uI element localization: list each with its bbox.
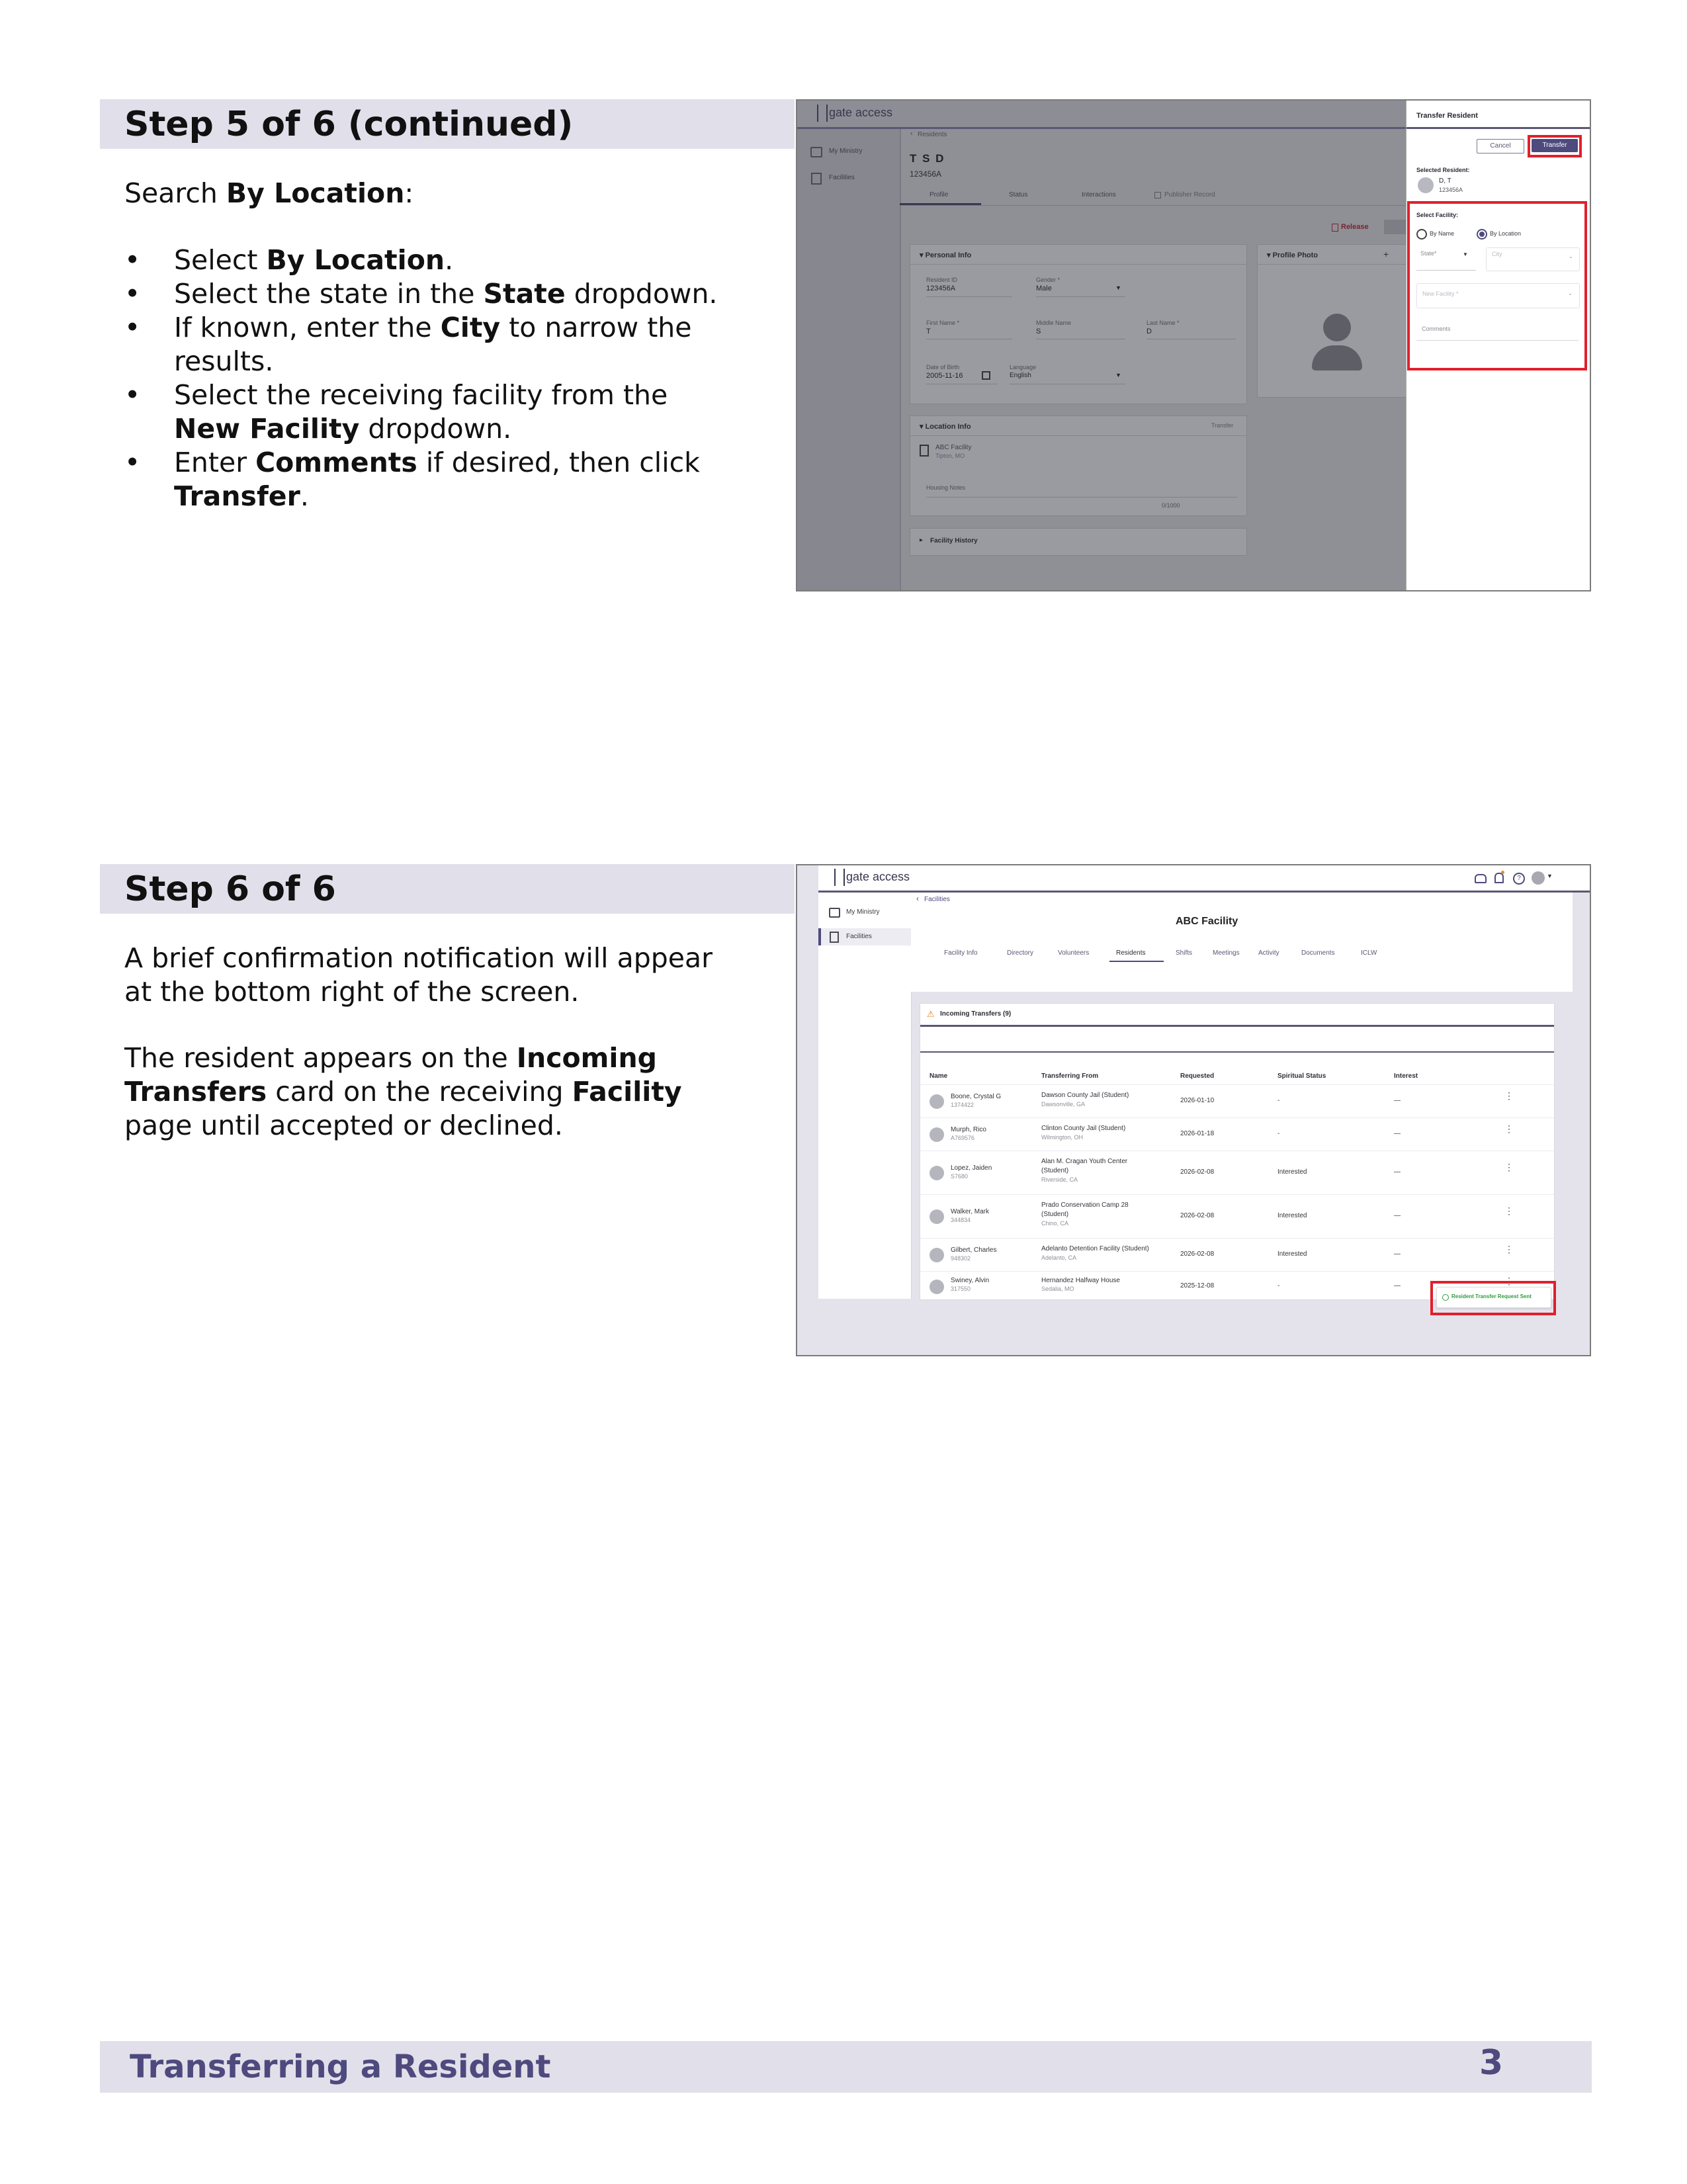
requested-date: 2026-01-18 — [1180, 1130, 1215, 1137]
resident-id: S7680 — [951, 1173, 969, 1180]
tab-status[interactable]: Status — [1009, 191, 1028, 198]
requested-date: 2026-02-08 — [1180, 1250, 1215, 1258]
tab-volunteers[interactable]: Volunteers — [1058, 949, 1090, 957]
side-nav — [797, 129, 901, 590]
avatar-head-icon — [1323, 314, 1351, 341]
requested-date: 2026-01-10 — [1180, 1097, 1215, 1104]
column-header[interactable]: Name — [930, 1072, 948, 1080]
avatar — [930, 1280, 944, 1294]
tab-directory[interactable]: Directory — [1007, 949, 1034, 957]
nav-facilities[interactable]: Facilities — [846, 933, 872, 940]
check-circle-icon — [1442, 1294, 1449, 1301]
tabs-divider — [900, 205, 1406, 206]
cancel-button[interactable]: Cancel — [1477, 139, 1524, 153]
interest: — — [1394, 1212, 1401, 1219]
transfer-link[interactable]: Transfer — [1211, 422, 1234, 429]
chevron-down-icon[interactable]: ▼ — [1547, 873, 1553, 879]
chevron-down-icon: ⌄ — [1568, 290, 1573, 296]
requested-date: 2025-12-08 — [1180, 1282, 1215, 1289]
table-row[interactable] — [920, 1117, 1554, 1151]
facility-icon — [920, 445, 929, 457]
resident-name[interactable]: Lopez, Jaiden — [951, 1164, 992, 1172]
transferring-from-city: Dawsonville, GA — [1041, 1101, 1086, 1108]
transfer-button[interactable]: Transfer — [1532, 139, 1578, 152]
breadcrumb[interactable]: Residents — [918, 131, 947, 138]
transferring-from: Clinton County Jail (Student) — [1041, 1125, 1126, 1132]
row-menu-icon[interactable]: ⋮ — [1504, 1244, 1514, 1254]
facility-icon — [811, 173, 822, 185]
dob-field[interactable]: 2005-11-16 — [926, 372, 963, 380]
transferring-from: Alan M. Cragan Youth Center — [1041, 1158, 1128, 1165]
resident-id: 344834 — [951, 1217, 971, 1223]
step5-intro: Search By Location: — [124, 177, 414, 209]
spiritual-status: - — [1277, 1282, 1280, 1289]
avatar-body-icon — [1312, 345, 1362, 371]
collapse-icon[interactable]: ▾ — [1267, 251, 1273, 259]
last-name-label: Last Name * — [1146, 320, 1180, 326]
requested-date: 2026-02-08 — [1180, 1168, 1215, 1176]
tab-residents[interactable]: Residents — [1116, 949, 1146, 957]
more-button[interactable] — [1384, 220, 1406, 234]
panel-title: Transfer Resident — [1416, 112, 1478, 120]
comments-input[interactable] — [1416, 320, 1579, 341]
personal-info-card — [910, 244, 1247, 404]
facility-icon — [830, 932, 839, 943]
avatar — [930, 1094, 944, 1109]
transferring-from: Hernandez Halfway House — [1041, 1277, 1120, 1284]
chevron-down-icon: ▼ — [1463, 251, 1468, 257]
step5-screenshot — [796, 99, 1591, 591]
first-name-field[interactable]: T — [926, 328, 931, 335]
footer-title: Transferring a Resident — [130, 2048, 551, 2085]
side-nav — [818, 893, 912, 1299]
new-facility-placeholder: New Facility * — [1422, 290, 1459, 297]
transferring-from: Dawson County Jail (Student) — [1041, 1092, 1129, 1099]
release-button[interactable]: Release — [1341, 223, 1369, 231]
nav-my-ministry[interactable]: My Ministry — [846, 908, 880, 916]
avatar — [1418, 177, 1434, 193]
profile-photo-card — [1257, 244, 1407, 398]
resident-name[interactable]: Walker, Mark — [951, 1208, 989, 1215]
by-location-radio-dot — [1479, 232, 1485, 237]
transferring-from: Prado Conservation Camp 28 — [1041, 1201, 1129, 1209]
spiritual-status: Interested — [1277, 1212, 1307, 1219]
resident-name[interactable]: Boone, Crystal G — [951, 1093, 1002, 1100]
resident-name[interactable]: Murph, Rico — [951, 1126, 986, 1133]
tab-shifts[interactable]: Shifts — [1176, 949, 1193, 957]
bullet-item: • Select the receiving facility from the New Facility dropdown. — [124, 379, 668, 445]
notification-dot — [1501, 871, 1504, 874]
app-top-bar — [818, 865, 1590, 893]
avatar — [930, 1166, 944, 1180]
tab-facility-info[interactable]: Facility Info — [944, 949, 978, 957]
warning-icon: ⚠ — [927, 1009, 935, 1019]
transferring-from-city: Wilmington, OH — [1041, 1134, 1084, 1141]
by-location-label[interactable]: By Location — [1490, 230, 1522, 237]
resident-id: 123456A — [910, 169, 942, 179]
bullet-item: • Enter Comments if desired, then click Transfer. — [124, 447, 700, 512]
row-menu-icon[interactable]: ⋮ — [1504, 1090, 1514, 1101]
avatar — [930, 1248, 944, 1262]
bullet-item: • Select the state in the State dropdown. — [124, 278, 718, 310]
app-logo: gate access — [846, 870, 910, 883]
comments-placeholder: Comments — [1422, 326, 1451, 332]
incoming-transfers-card — [920, 1003, 1555, 1300]
resident-name: T S D — [910, 152, 945, 165]
chevron-down-icon: ▼ — [1115, 284, 1121, 291]
avatar — [930, 1127, 944, 1142]
logo-mark — [817, 105, 828, 122]
location-info-card — [910, 415, 1247, 516]
step6-paragraph-1: A brief confirmation notification will appear at the bottom right of the screen. — [124, 942, 713, 1008]
facility-title: ABC Facility — [1176, 916, 1238, 927]
step6-paragraph-2: The resident appears on the Incoming Transfers card on the receiving Facility page until accepted or declined. — [124, 1042, 682, 1141]
chevron-down-icon: ⌄ — [1569, 253, 1573, 259]
facility-history-card[interactable] — [910, 528, 1247, 556]
interest: — — [1394, 1282, 1401, 1289]
transferring-from-city: Adelanto, CA — [1041, 1254, 1077, 1261]
transferring-from-city: Sedalia, MO — [1041, 1286, 1074, 1292]
table-row[interactable] — [920, 1238, 1554, 1272]
transferring-from: Adelanto Detention Facility (Student) — [1041, 1245, 1149, 1252]
spiritual-status: Interested — [1277, 1250, 1307, 1258]
resident-name[interactable]: Swiney, Alvin — [951, 1277, 990, 1284]
bullet-item: • Select By Location. — [124, 244, 454, 276]
personal-info-header: Personal Info — [925, 251, 972, 259]
by-name-radio[interactable] — [1416, 229, 1427, 240]
lock-icon — [1154, 192, 1161, 198]
new-facility-select[interactable] — [1416, 283, 1580, 308]
spiritual-status: - — [1277, 1130, 1280, 1137]
resident-id-label: Resident ID — [926, 277, 958, 283]
main-content — [911, 893, 1573, 992]
bullet-item: • If known, enter the City to narrow the results. — [124, 312, 692, 377]
nav-my-ministry[interactable]: My Ministry — [829, 148, 863, 155]
breadcrumb[interactable]: Facilities — [924, 896, 950, 903]
collapse-icon[interactable]: ▾ — [920, 251, 926, 259]
transferring-from-line2: (Student) — [1041, 1167, 1069, 1174]
back-chevron-icon[interactable]: ‹ — [916, 894, 919, 903]
tab-iclw[interactable]: ICLW — [1361, 949, 1377, 957]
row-menu-icon[interactable]: ⋮ — [1504, 1276, 1514, 1286]
select-facility-label: Select Facility: — [1416, 212, 1459, 218]
spiritual-status: - — [1277, 1097, 1280, 1104]
interest: — — [1394, 1168, 1401, 1176]
language-label: Language — [1010, 364, 1037, 371]
gender-label: Gender * — [1036, 277, 1060, 283]
spiritual-status: Interested — [1277, 1168, 1307, 1176]
char-counter: 0/1000 — [1162, 502, 1180, 509]
interest: — — [1394, 1130, 1401, 1137]
requested-date: 2026-02-08 — [1180, 1212, 1215, 1219]
city-placeholder: City — [1492, 251, 1502, 257]
tab-activity[interactable]: Activity — [1258, 949, 1279, 957]
selected-resident-label: Selected Resident: — [1416, 167, 1470, 173]
interest: — — [1394, 1097, 1401, 1104]
gender-select[interactable]: Male — [1036, 284, 1052, 292]
row-menu-icon[interactable]: ⋮ — [1504, 1162, 1514, 1172]
table-row[interactable] — [920, 1084, 1554, 1118]
housing-notes-field[interactable]: Housing Notes — [926, 484, 966, 491]
selected-resident-name: D, T — [1439, 177, 1451, 185]
page-number: 3 — [1479, 2043, 1504, 2083]
resident-id: 317550 — [951, 1286, 971, 1292]
my-ministry-icon — [810, 147, 822, 157]
resident-id-field[interactable]: 123456A — [926, 284, 956, 292]
step5-title: Step 5 of 6 (continued) — [124, 105, 574, 144]
toast-message: Resident Transfer Request Sent — [1451, 1293, 1532, 1299]
middle-name-field[interactable]: S — [1036, 328, 1041, 335]
transferring-from-city: Chino, CA — [1041, 1220, 1069, 1227]
last-name-field[interactable]: D — [1146, 328, 1152, 335]
app-top-bar — [797, 101, 1406, 129]
resident-name[interactable]: Gilbert, Charles — [951, 1246, 997, 1254]
current-facility-city: Tipton, MO — [935, 453, 965, 459]
step6-title: Step 6 of 6 — [124, 869, 336, 909]
table-row[interactable] — [920, 1194, 1554, 1239]
by-name-label[interactable]: By Name — [1430, 230, 1455, 237]
city-input[interactable] — [1486, 247, 1580, 271]
expand-icon[interactable]: ▸ — [920, 537, 924, 544]
column-header[interactable]: Transferring From — [1041, 1072, 1099, 1080]
tab-interactions[interactable]: Interactions — [1082, 191, 1116, 198]
state-select[interactable] — [1416, 247, 1476, 271]
chevron-down-icon: ▼ — [1115, 372, 1121, 378]
transferring-from-line2: (Student) — [1041, 1211, 1069, 1218]
interest: — — [1394, 1250, 1401, 1258]
my-ministry-icon — [829, 908, 840, 918]
add-photo-icon[interactable]: + — [1383, 249, 1389, 259]
help-icon[interactable]: ? — [1513, 873, 1525, 885]
row-menu-icon[interactable]: ⋮ — [1504, 1123, 1514, 1134]
nav-facilities[interactable]: Facilities — [829, 174, 855, 181]
column-header[interactable]: Spiritual Status — [1277, 1072, 1326, 1080]
tab-profile[interactable]: Profile — [930, 191, 949, 198]
confirmation-toast — [1436, 1287, 1551, 1308]
transfer-resident-panel — [1406, 101, 1590, 590]
language-select[interactable]: English — [1010, 372, 1031, 379]
location-info-header: Location Info — [925, 423, 971, 431]
step5-bullet-list — [124, 243, 733, 513]
bell-icon[interactable] — [1494, 873, 1504, 883]
back-chevron-icon[interactable]: ‹ — [910, 130, 913, 138]
calendar-icon[interactable] — [982, 371, 990, 380]
transferring-from-city: Riverside, CA — [1041, 1176, 1078, 1183]
middle-name-label: Middle Name — [1036, 320, 1072, 326]
selected-resident-id: 123456A — [1439, 187, 1463, 193]
incoming-transfers-header: Incoming Transfers (9) — [940, 1010, 1012, 1018]
profile-photo-header: Profile Photo — [1272, 251, 1319, 259]
collapse-icon[interactable]: ▾ — [920, 423, 926, 431]
facility-history-header: Facility History — [930, 537, 978, 545]
tab-documents[interactable]: Documents — [1301, 949, 1335, 957]
account-avatar-icon[interactable] — [1532, 871, 1545, 885]
resident-id: 1374422 — [951, 1102, 974, 1108]
dob-label: Date of Birth — [926, 364, 960, 371]
release-icon — [1332, 224, 1338, 232]
table-row[interactable] — [920, 1151, 1554, 1195]
tab-publisher-record[interactable]: Publisher Record — [1164, 191, 1215, 198]
row-menu-icon[interactable]: ⋮ — [1504, 1205, 1514, 1216]
state-placeholder: State* — [1420, 250, 1437, 257]
users-icon[interactable] — [1475, 874, 1487, 883]
app-logo: gate access — [829, 106, 893, 119]
current-facility: ABC Facility — [935, 444, 972, 451]
avatar — [930, 1209, 944, 1224]
tab-meetings[interactable]: Meetings — [1213, 949, 1240, 957]
tab-active-indicator — [1109, 961, 1164, 962]
column-header[interactable]: Requested — [1180, 1072, 1215, 1080]
first-name-label: First Name * — [926, 320, 960, 326]
resident-id: A769576 — [951, 1135, 975, 1141]
logo-mark — [834, 869, 845, 886]
column-header[interactable]: Interest — [1394, 1072, 1418, 1080]
step6-screenshot — [796, 864, 1591, 1356]
resident-id: 948302 — [951, 1255, 971, 1262]
